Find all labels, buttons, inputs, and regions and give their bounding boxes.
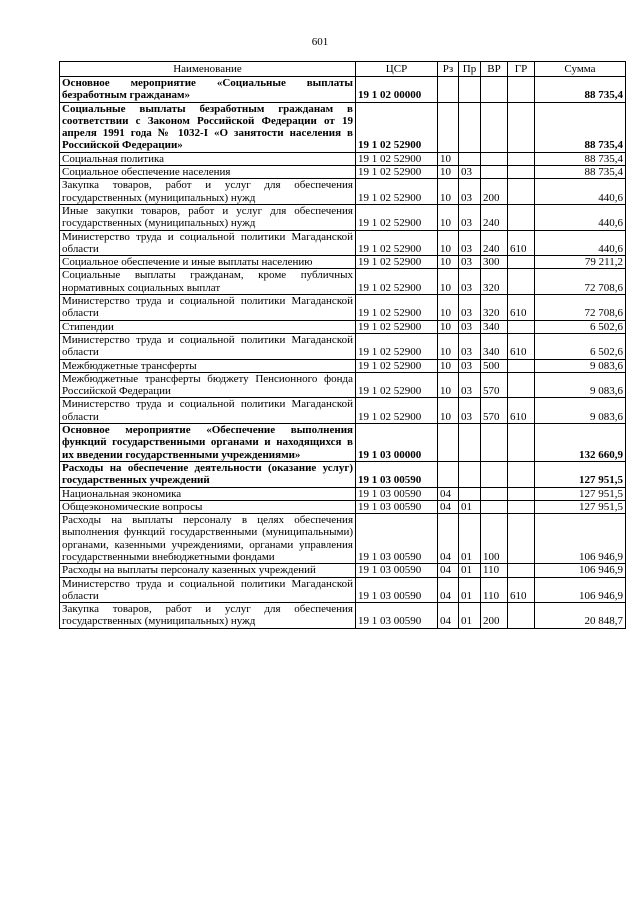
- row-name: Социальное обеспечение и иные выплаты населению: [60, 256, 356, 269]
- row-gr: 610: [508, 398, 535, 424]
- row-rz: 04: [438, 500, 459, 513]
- row-vr: [481, 424, 508, 462]
- row-name: Министерство труда и социальной политики Магаданской области: [60, 295, 356, 321]
- row-csr: 19 1 02 52900: [356, 320, 438, 333]
- row-csr: 19 1 02 52900: [356, 166, 438, 179]
- row-rz: 10: [438, 269, 459, 295]
- row-sum: 6 502,6: [535, 320, 626, 333]
- row-name: Основное мероприятие «Обеспечение выполнения функций государственными органами и находящихся в их введении государственными учреждениями»: [60, 424, 356, 462]
- table-row: [60, 179, 626, 205]
- row-name: Министерство труда и социальной политики Магаданской области: [60, 333, 356, 359]
- row-rz: [438, 77, 459, 103]
- table-row: [60, 230, 626, 256]
- row-gr: [508, 166, 535, 179]
- row-pr: 03: [459, 179, 481, 205]
- row-pr: 03: [459, 372, 481, 398]
- table-row: [60, 152, 626, 165]
- row-pr: [459, 424, 481, 462]
- row-gr: [508, 256, 535, 269]
- row-csr: 19 1 02 52900: [356, 398, 438, 424]
- table-row: [60, 372, 626, 398]
- row-gr: [508, 487, 535, 500]
- row-csr: 19 1 02 52900: [356, 295, 438, 321]
- table-row: [60, 424, 626, 462]
- header-rz: Рз: [438, 62, 459, 77]
- row-sum: 440,6: [535, 179, 626, 205]
- table-row: [60, 204, 626, 230]
- row-name: Основное мероприятие «Социальные выплаты безработным гражданам»: [60, 77, 356, 103]
- row-sum: 88 735,4: [535, 166, 626, 179]
- row-name: Национальная экономика: [60, 487, 356, 500]
- row-pr: 03: [459, 320, 481, 333]
- row-rz: 10: [438, 230, 459, 256]
- row-vr: 340: [481, 320, 508, 333]
- row-gr: [508, 179, 535, 205]
- row-csr: 19 1 03 00590: [356, 577, 438, 603]
- row-gr: [508, 603, 535, 629]
- row-vr: [481, 487, 508, 500]
- row-rz: 10: [438, 166, 459, 179]
- row-name: Общеэкономические вопросы: [60, 500, 356, 513]
- row-name: Межбюджетные трансферты бюджету Пенсионного фонда Российской Федерации: [60, 372, 356, 398]
- row-pr: 03: [459, 295, 481, 321]
- row-gr: [508, 269, 535, 295]
- row-sum: 9 083,6: [535, 372, 626, 398]
- table-row: [60, 333, 626, 359]
- row-vr: [481, 461, 508, 487]
- row-rz: 10: [438, 179, 459, 205]
- row-sum: 440,6: [535, 230, 626, 256]
- row-sum: 106 946,9: [535, 514, 626, 564]
- row-name: Социальное обеспечение населения: [60, 166, 356, 179]
- row-csr: 19 1 02 52900: [356, 359, 438, 372]
- row-gr: [508, 359, 535, 372]
- row-csr: 19 1 03 00590: [356, 514, 438, 564]
- row-rz: 10: [438, 333, 459, 359]
- row-pr: 01: [459, 500, 481, 513]
- row-sum: 20 848,7: [535, 603, 626, 629]
- row-name: Расходы на выплаты персоналу в целях обеспечения выполнения функций государственными (муниципальными) органами, казенными учреждениями, органами управления государственными внебюджетными фондами: [60, 514, 356, 564]
- row-name: Стипендии: [60, 320, 356, 333]
- row-pr: [459, 461, 481, 487]
- table-row: [60, 577, 626, 603]
- row-gr: [508, 152, 535, 165]
- row-gr: [508, 564, 535, 577]
- table-body: [60, 77, 626, 629]
- row-csr: 19 1 02 52900: [356, 204, 438, 230]
- table-row: [60, 461, 626, 487]
- row-rz: 10: [438, 372, 459, 398]
- row-rz: 10: [438, 204, 459, 230]
- row-sum: 88 735,4: [535, 152, 626, 165]
- row-gr: 610: [508, 333, 535, 359]
- row-vr: 240: [481, 204, 508, 230]
- row-name: Социальная политика: [60, 152, 356, 165]
- row-sum: 132 660,9: [535, 424, 626, 462]
- row-sum: 6 502,6: [535, 333, 626, 359]
- row-pr: 03: [459, 333, 481, 359]
- table-row: [60, 398, 626, 424]
- row-gr: [508, 514, 535, 564]
- row-pr: 01: [459, 577, 481, 603]
- row-vr: [481, 166, 508, 179]
- row-rz: 04: [438, 577, 459, 603]
- row-sum: 79 211,2: [535, 256, 626, 269]
- row-csr: 19 1 02 00000: [356, 77, 438, 103]
- row-gr: [508, 500, 535, 513]
- row-sum: 9 083,6: [535, 398, 626, 424]
- row-rz: 10: [438, 256, 459, 269]
- row-sum: 9 083,6: [535, 359, 626, 372]
- row-vr: 110: [481, 577, 508, 603]
- row-name: Иные закупки товаров, работ и услуг для обеспечения государственных (муниципальных) нужд: [60, 204, 356, 230]
- row-csr: 19 1 02 52900: [356, 179, 438, 205]
- table-row: [60, 102, 626, 152]
- table-row: [60, 564, 626, 577]
- row-gr: 610: [508, 295, 535, 321]
- row-pr: 03: [459, 269, 481, 295]
- header-sum: Сумма: [535, 62, 626, 77]
- table-row: [60, 269, 626, 295]
- row-vr: [481, 102, 508, 152]
- row-rz: 10: [438, 152, 459, 165]
- row-sum: 440,6: [535, 204, 626, 230]
- header-gr: ГР: [508, 62, 535, 77]
- header-vr: ВР: [481, 62, 508, 77]
- row-sum: 127 951,5: [535, 500, 626, 513]
- row-vr: 320: [481, 295, 508, 321]
- table-row: [60, 256, 626, 269]
- row-pr: 01: [459, 603, 481, 629]
- row-rz: 04: [438, 487, 459, 500]
- row-csr: 19 1 03 00000: [356, 424, 438, 462]
- page-number: 601: [311, 36, 329, 48]
- row-name: Расходы на обеспечение деятельности (оказание услуг) государственных учреждений: [60, 461, 356, 487]
- row-gr: [508, 204, 535, 230]
- row-csr: 19 1 03 00590: [356, 603, 438, 629]
- row-pr: [459, 77, 481, 103]
- row-csr: 19 1 02 52900: [356, 256, 438, 269]
- row-vr: 570: [481, 398, 508, 424]
- table-row: [60, 359, 626, 372]
- row-pr: [459, 102, 481, 152]
- row-sum: 106 946,9: [535, 577, 626, 603]
- row-sum: 72 708,6: [535, 269, 626, 295]
- header-name: Наименование: [60, 62, 356, 77]
- row-csr: 19 1 03 00590: [356, 461, 438, 487]
- row-csr: 19 1 02 52900: [356, 152, 438, 165]
- row-rz: [438, 102, 459, 152]
- row-csr: 19 1 03 00590: [356, 500, 438, 513]
- budget-table: [59, 61, 626, 629]
- row-vr: [481, 77, 508, 103]
- row-gr: 610: [508, 577, 535, 603]
- row-rz: 04: [438, 603, 459, 629]
- table-row: [60, 320, 626, 333]
- row-vr: 300: [481, 256, 508, 269]
- row-vr: [481, 152, 508, 165]
- row-vr: [481, 500, 508, 513]
- row-vr: 110: [481, 564, 508, 577]
- row-sum: 127 951,5: [535, 487, 626, 500]
- row-vr: 500: [481, 359, 508, 372]
- row-gr: [508, 424, 535, 462]
- row-gr: [508, 461, 535, 487]
- row-vr: 570: [481, 372, 508, 398]
- header-csr: ЦСР: [356, 62, 438, 77]
- row-csr: 19 1 02 52900: [356, 333, 438, 359]
- header-pr: Пр: [459, 62, 481, 77]
- row-vr: 320: [481, 269, 508, 295]
- row-pr: 03: [459, 166, 481, 179]
- row-sum: 106 946,9: [535, 564, 626, 577]
- row-pr: [459, 487, 481, 500]
- row-sum: 72 708,6: [535, 295, 626, 321]
- row-gr: [508, 320, 535, 333]
- row-gr: [508, 102, 535, 152]
- row-pr: 03: [459, 398, 481, 424]
- row-name: Социальные выплаты гражданам, кроме публичных нормативных социальных выплат: [60, 269, 356, 295]
- row-vr: 340: [481, 333, 508, 359]
- row-vr: 200: [481, 179, 508, 205]
- table-row: [60, 77, 626, 103]
- table-row: [60, 603, 626, 629]
- row-pr: [459, 152, 481, 165]
- row-csr: 19 1 03 00590: [356, 487, 438, 500]
- row-rz: 04: [438, 514, 459, 564]
- row-csr: 19 1 02 52900: [356, 269, 438, 295]
- row-name: Министерство труда и социальной политики Магаданской области: [60, 230, 356, 256]
- row-name: Закупка товаров, работ и услуг для обеспечения государственных (муниципальных) нужд: [60, 603, 356, 629]
- row-csr: 19 1 02 52900: [356, 230, 438, 256]
- row-vr: 200: [481, 603, 508, 629]
- table-row: [60, 500, 626, 513]
- row-sum: 88 735,4: [535, 77, 626, 103]
- row-pr: 03: [459, 230, 481, 256]
- table-row: [60, 487, 626, 500]
- row-rz: 04: [438, 564, 459, 577]
- row-name: Закупка товаров, работ и услуг для обеспечения государственных (муниципальных) нужд: [60, 179, 356, 205]
- row-csr: 19 1 02 52900: [356, 102, 438, 152]
- row-pr: 03: [459, 256, 481, 269]
- row-rz: [438, 424, 459, 462]
- row-rz: 10: [438, 359, 459, 372]
- row-gr: 610: [508, 230, 535, 256]
- row-rz: 10: [438, 295, 459, 321]
- row-pr: 01: [459, 514, 481, 564]
- row-sum: 127 951,5: [535, 461, 626, 487]
- row-vr: 240: [481, 230, 508, 256]
- table-header: [60, 62, 626, 77]
- row-name: Расходы на выплаты персоналу казенных учреждений: [60, 564, 356, 577]
- row-name: Министерство труда и социальной политики Магаданской области: [60, 398, 356, 424]
- row-gr: [508, 372, 535, 398]
- row-rz: [438, 461, 459, 487]
- table-row: [60, 295, 626, 321]
- row-pr: 03: [459, 204, 481, 230]
- row-name: Социальные выплаты безработным гражданам в соответствии с Законом Российской Федерации от 19 апреля 1991 года № 1032-I «О занятости населения в Российской Федерации»: [60, 102, 356, 152]
- header-row: [60, 62, 626, 77]
- row-csr: 19 1 02 52900: [356, 372, 438, 398]
- row-rz: 10: [438, 398, 459, 424]
- row-pr: 03: [459, 359, 481, 372]
- row-pr: 01: [459, 564, 481, 577]
- table-row: [60, 166, 626, 179]
- row-gr: [508, 77, 535, 103]
- row-name: Министерство труда и социальной политики Магаданской области: [60, 577, 356, 603]
- row-name: Межбюджетные трансферты: [60, 359, 356, 372]
- row-rz: 10: [438, 320, 459, 333]
- row-vr: 100: [481, 514, 508, 564]
- row-sum: 88 735,4: [535, 102, 626, 152]
- row-csr: 19 1 03 00590: [356, 564, 438, 577]
- table-row: [60, 514, 626, 564]
